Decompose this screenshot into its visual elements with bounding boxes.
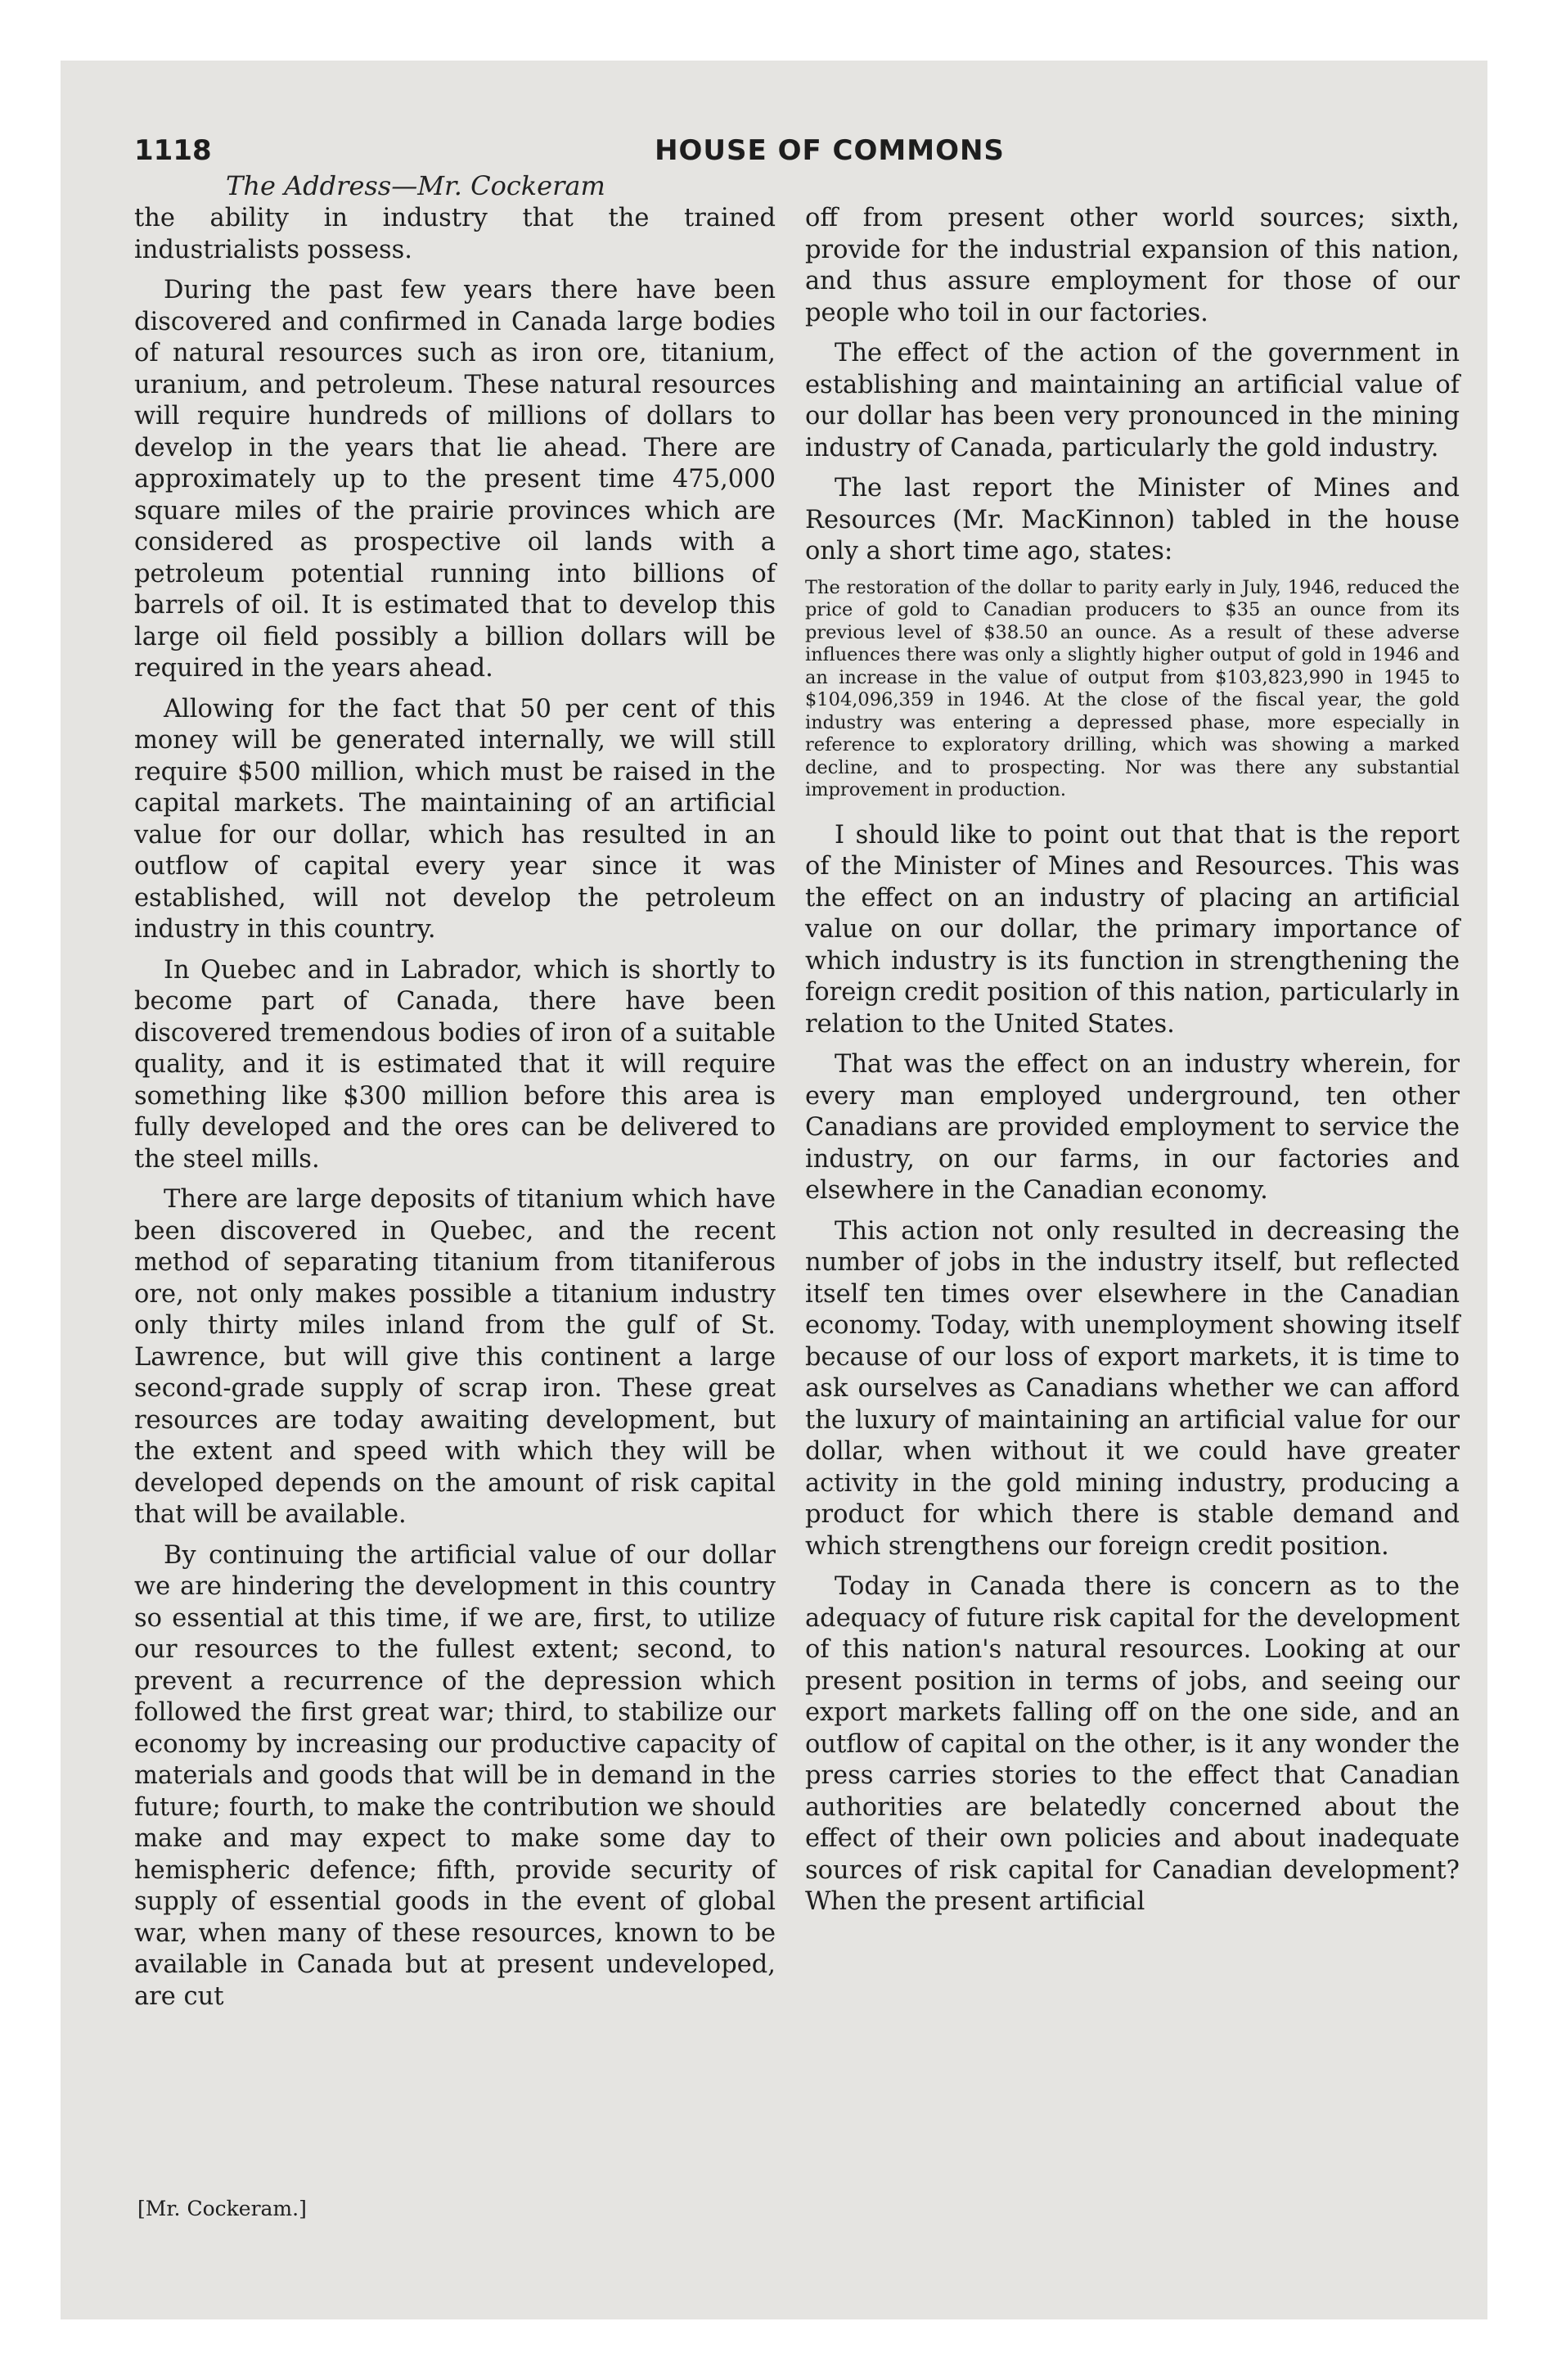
paragraph: That was the effect on an industry wherein, for every man employed underground, ten other Canadians are provided employment to service the industry, on our farms, in our factories and elsewhere in the Canadian economy. — [805, 1050, 1460, 1205]
section-subtitle: The Address—Mr. Cockeram — [226, 170, 605, 201]
paragraph: The last report the Minister of Mines and Resources (Mr. MacKinnon) tabled in the house only a short time ago, states: — [805, 474, 1460, 566]
right-column — [805, 203, 1460, 1927]
running-head — [134, 134, 1463, 175]
paragraph: Today in Canada there is concern as to the adequacy of future risk capital for the development of this nation's natural resources. Looking at our present position in terms of jobs, and seeing our export markets falling off on the one side, and an outflow of capital on the other, is it any wonder the press carries stories to the effect that Canadian authorities are belatedly concerned about the effect of their own policies and about inadequate sources of risk capital for Canadian development? When the present artificial — [805, 1572, 1460, 1916]
paragraph: By continuing the artificial value of our dollar we are hindering the development in this country so essential at this time, if we are, first, to utilize our resources to the fullest extent; second, to prevent a recurrence of the depression which followed the first great war; third, to stabilize our economy by increasing our productive capacity of materials and goods that will be in demand in the future; fourth, to make the contribution we should make and may expect to make some day to hemispheric defence; fifth, provide security of supply of essential goods in the event of global war, when many of these resources, known to be available in Canada but at present undeveloped, are cut — [134, 1540, 776, 2011]
paragraph: Allowing for the fact that 50 per cent of this money will be generated internally, we will still require $500 million, which must be raised in the capital markets. The maintaining of an artificial value for our dollar, which has resulted in an outflow of capital every year since it was established, will not develop the petroleum industry in this country. — [134, 694, 776, 944]
speaker-tag: [Mr. Cockeram.] — [137, 2197, 307, 2220]
paragraph: In Quebec and in Labrador, which is shortly to become part of Canada, there have been discovered tremendous bodies of iron of a suitable quality, and it is estimated that it will require something like $300 million before this area is fully developed and the ores can be delivered to the steel mills. — [134, 955, 776, 1174]
paragraph: During the past few years there have been discovered and confirmed in Canada large bodies of natural resources such as iron ore, titanium, uranium, and petroleum. These natural resources will require hundreds of millions of dollars to develop in the years that lie ahead. There are approximately up to the present time 475,000 square miles of the prairie provinces which are considered as prospective oil lands with a petroleum potential running into billions of barrels of oil. It is estimated that to develop this large oil field possibly a billion dollars will be required in the years ahead. — [134, 276, 776, 683]
paragraph: I should like to point out that that is the report of the Minister of Mines and Resources. This was the effect on an industry of placing an artificial value on our dollar, the primary importance of which industry is its function in strengthening the foreign credit position of this nation, particularly in relation to the United States. — [805, 820, 1460, 1039]
page-number: 1118 — [134, 134, 212, 167]
paragraph: the ability in industry that the trained industrialists possess. — [134, 204, 776, 264]
block-quotation: The restoration of the dollar to parity early in July, 1946, reduced the price of gold to Canadian producers to $35 an ounce from its previous level of $38.50 an ounce. As a result of these adverse influences there was only a slightly higher output of gold in 1946 and an increase in the value of output from $103,823,990 in 1945 to $104,096,359 in 1946. At the close of the fiscal year, the gold industry was entering a depressed phase, more especially in reference to exploratory drilling, which was showing a marked decline, and to prospecting. Nor was there any substantial improvement in production. — [805, 576, 1460, 800]
paragraph: off from present other world sources; sixth, provide for the industrial expansion of this nation, and thus assure employment for those of our people who toil in our factories. — [805, 204, 1460, 327]
paragraph: The effect of the action of the government in establishing and maintaining an artificial value of our dollar has been very pronounced in the mining industry of Canada, particularly the gold industry. — [805, 339, 1460, 462]
left-column — [134, 203, 776, 2022]
paragraph: There are large deposits of titanium which have been discovered in Quebec, and the recent method of separating titanium from titaniferous ore, not only makes possible a titanium industry only thirty miles inland from the gulf of St. Lawrence, but will give this continent a large second-grade supply of scrap iron. These great resources are today awaiting development, but the extent and speed with which they will be developed depends on the amount of risk capital that will be available. — [134, 1185, 776, 1529]
paragraph: This action not only resulted in decreasing the number of jobs in the industry itself, but reflected itself ten times over elsewhere in the Canadian economy. Today, with unemployment showing itself because of our loss of export markets, it is time to ask ourselves as Canadians whether we can afford the luxury of maintaining an artificial value for our dollar, when without it we could have greater activity in the gold mining industry, producing a product for which there is stable demand and which strengthens our foreign credit position. — [805, 1216, 1460, 1561]
journal-title: HOUSE OF COMMONS — [655, 134, 1005, 167]
